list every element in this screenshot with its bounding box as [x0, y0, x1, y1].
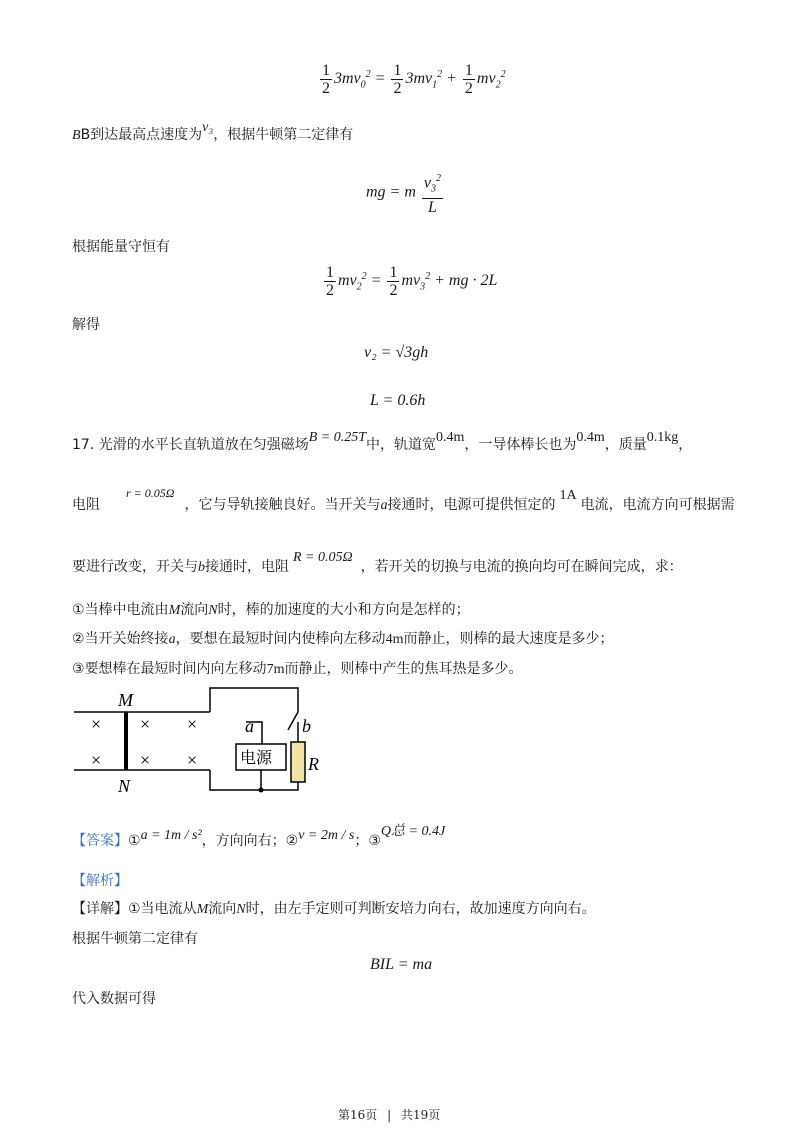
text-b-top-speed: BB到达最高点速度为v₃，根据牛顿第二定律有: [72, 120, 354, 143]
field-mark: ×: [187, 750, 198, 770]
detail-line: 【详解】①当电流从M流向N时，由左手定则可判断安培力向右，故加速度方向向右。: [72, 901, 596, 917]
page-footer: 第16页 | 共19页: [338, 1108, 441, 1122]
text-substitute: 代入数据可得: [72, 991, 156, 1007]
field-mark: ×: [187, 714, 198, 734]
label-M: M: [118, 690, 133, 710]
field-mark: ×: [91, 750, 102, 770]
text-solve: 解得: [72, 317, 100, 333]
power-source-label: 电源: [240, 748, 273, 767]
answer-tag: 【答案】: [72, 833, 128, 849]
label-a: a: [245, 716, 254, 736]
equation-L: L = 0.6h: [370, 392, 426, 409]
text-newton2: 根据牛顿第二定律有: [72, 931, 198, 947]
label-N: N: [118, 776, 131, 796]
equation-BIL: BIL = ma: [370, 956, 433, 973]
label-R: R: [308, 754, 319, 774]
sub-question-3: ③要想棒在最短时间内向左移动7m而静止，则棒中产生的焦耳热是多少。: [72, 661, 523, 677]
circuit-diagram: [70, 686, 340, 798]
page-number: 第16页: [338, 1108, 378, 1122]
label-b: b: [302, 716, 311, 736]
sub-question-2: ②当开关始终接a，要想在最短时间内使棒向左移动4m而静止，则棒的最大速度是多少；: [72, 631, 614, 647]
field-mark: ×: [140, 714, 151, 734]
answer-line: 【答案】①a = 1m / s²，方向向右；②v = 2m / s；③Q总 = 0.4J: [72, 824, 446, 849]
field-mark: ×: [140, 750, 151, 770]
equation-centripetal: mg = m $\frac{v_3^2}{L}$: [366, 170, 445, 216]
equation-v2: v₂ = √3gh: [364, 344, 429, 361]
equation-energy: $\frac{1}{2}$ $mv_2^2$ = $\frac{1}{2}$ $mv_3^2$ + mg · 2L: [326, 264, 498, 299]
text-energy-conservation: 根据能量守恒有: [72, 239, 170, 255]
field-mark: ×: [91, 714, 102, 734]
page-total: 共19页: [400, 1108, 441, 1122]
equation-momentum-energy: $\frac{1}{2}$ $3mv_0^2$ = $\frac{1}{2}$ $3mv_1^2$ + $\frac{1}{2}$ $mv_2^2$: [322, 62, 506, 97]
question-17-line3: 要进行改变，开关与b接通时，电阻R = 0.05Ω，若开关的切换与电流的换向均可在瞬间完成，求：: [72, 550, 683, 575]
question-17-line2: 电阻r = 0.05Ω，它与导轨接触良好。当开关与a接通时，电源可提供恒定的1A电流，电流方向可根据需: [72, 486, 735, 513]
question-17-line1: 17. 光滑的水平长直轨道放在匀强磁场B = 0.25T中，轨道宽0.4m，一导体棒长也为0.4m，质量0.1kg，: [72, 430, 693, 453]
sub-question-1: ①当棒中电流由M流向N时，棒的加速度的大小和方向是怎样的；: [72, 602, 470, 618]
analysis-tag: 【解析】: [72, 873, 128, 889]
